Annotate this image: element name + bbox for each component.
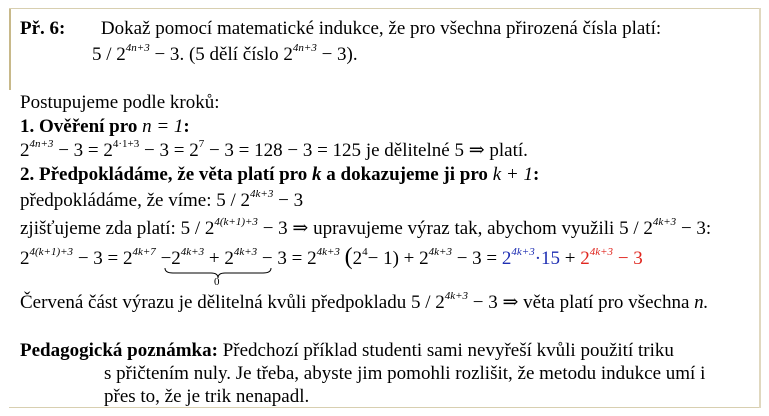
underbrace-zero: 0	[214, 276, 220, 288]
zero-trick: $-2^{4k+3} + 2^{4k+3}$	[160, 246, 258, 269]
top-rule	[9, 8, 759, 9]
step2-heading: 2. Předpokládáme, že věta platí pro k a dokazujeme ji pro k + 1:	[20, 164, 540, 185]
note-line-3: přes to, že je trik nenapadl.	[104, 386, 310, 407]
example-header	[20, 18, 661, 40]
step1-heading: 1. Ověření pro n = 1:	[20, 116, 190, 137]
conclusion-line: Červená část výrazu je dělitelná kvůli předpokladu $5 / 2^{4k+3} - 3$ ⇒ věta platí pro všechna n.	[20, 290, 709, 313]
red-term: $2^{4k+3} - 3$	[580, 246, 643, 269]
assume-line: předpokládáme, že víme: $5 / 2^{4k+3} - 3$	[20, 188, 304, 211]
verify-line: zjišťujeme zda platí: $5 / 2^{4(k+1)+3} - 3$ ⇒ upravujeme výraz tak, abychom využili $5 / 2^{4k+3} - 3$:	[20, 216, 712, 239]
example-task: Dokaž pomocí matematické indukce, že pro všechna přirozená čísla platí:	[100, 18, 662, 39]
note-line-2: s přičtením nuly. Je třeba, abyste jim pomohli rozlišit, že metodu indukce umí i	[104, 363, 706, 384]
derivation-line: $2^{4(k+1)+3} - 3 = 2^{4k+7} -2^{4k+3} + 2^{4k+3} - 3 = 2^{4k+3}$ $(2^4- 1) + 2^{4k+3} - 3 = 2^{4k+3}\cdot 15 + 2^{4k+3} - 3$	[20, 244, 643, 270]
step1-calculation: $2^{4n+3} - 3 = 2^{4\cdot 1+3} - 3 = 2^7 - 3 = 128 - 3 = 125$ je dělitelné 5 ⇒ platí.	[20, 138, 528, 161]
blue-term: $2^{4k+3}\cdot 15$	[501, 246, 561, 269]
example-label: Př. 6:	[20, 18, 66, 39]
example-statement: $5 / 2^{4n+3} - 3$. (5 dělí číslo $2^{4n+3} - 3$).	[92, 42, 358, 65]
note-line-1: Pedagogická poznámka: Předchozí příklad studenti sami nevyřeší kvůli použití triku	[20, 340, 674, 361]
steps-intro: Postupujeme podle kroků:	[20, 92, 220, 113]
right-margin-bar	[759, 8, 761, 408]
left-margin-bar	[9, 8, 11, 90]
note-label: Pedagogická poznámka:	[20, 340, 218, 361]
